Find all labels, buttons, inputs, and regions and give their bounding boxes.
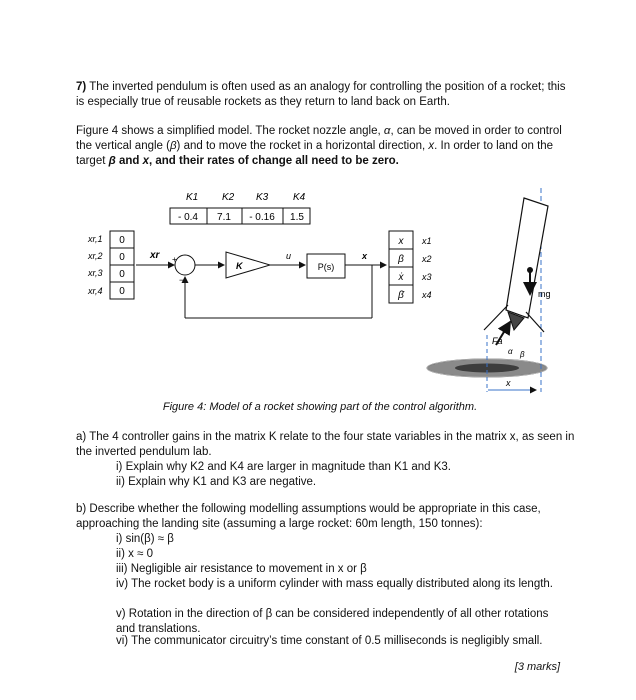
state-symbol-3: ẋ (398, 272, 404, 283)
part-b-item-5: v) Rotation in the direction of β can be considered independently of all other rotations and translations. (116, 608, 549, 635)
fa-label: Fa (492, 336, 503, 346)
beta-label: β (520, 350, 525, 359)
state-label-1: x1 (422, 236, 432, 246)
x-symbol-2: x (142, 155, 149, 167)
state-symbol-1: x (398, 236, 404, 247)
part-b-item-3: iii) Negligible air resistance to movement in x or β (116, 563, 367, 575)
summing-junction (175, 255, 195, 275)
part-b-item-2: ii) x ≈ 0 (116, 548, 153, 560)
x-symbol: x (428, 140, 435, 152)
gain-value-k4: 1.5 (290, 212, 304, 223)
x-output-label: x (362, 251, 368, 261)
ref-label-3: xr,3 (88, 268, 103, 278)
state-symbol-2: β (398, 254, 404, 265)
svg-text:+: + (172, 255, 177, 264)
mg-label: mg (538, 289, 551, 299)
ref-value-3: 0 (119, 269, 125, 280)
gain-value-k1: - 0.4 (177, 212, 199, 223)
fig-intro-text-3: ) and to move the rocket in a horizontal direction, (176, 140, 429, 152)
svg-text:−: − (179, 275, 185, 285)
ref-label-2: xr,2 (88, 251, 103, 261)
ref-label-4: xr,4 (88, 286, 103, 296)
gain-value-k2: 7.1 (217, 212, 231, 223)
rocket-illustration (427, 188, 551, 392)
gain-label-k2: K2 (222, 192, 235, 203)
gain-value-k3: - 0.16 (249, 212, 275, 223)
fig-intro-text-5: and (115, 155, 143, 167)
beta-symbol-2: β (108, 155, 116, 167)
alpha-symbol: α (383, 125, 391, 137)
ref-value-2: 0 (119, 252, 125, 263)
gain-block-k (226, 252, 270, 278)
part-b-text: b) Describe whether the following modelling assumptions would be appropriate in this case, approaching the landing site (assuming a large rocket: 60m length, 150 tonnes): (76, 503, 541, 530)
part-b-item-4: iv) The rocket body is a uniform cylinder with mass equally distributed along its length. (116, 578, 553, 590)
fig-intro-text-4: . In order to land on the target (76, 140, 554, 167)
ref-value-4: 0 (119, 286, 125, 297)
state-symbol-4: β̇ (398, 290, 404, 301)
part-a-item-1: i) Explain why K2 and K4 are larger in magnitude than K1 and K3. (116, 461, 451, 473)
marks-label: [3 marks] (514, 661, 560, 673)
ref-label-1: xr,1 (88, 234, 103, 244)
question-number: 7) (76, 81, 87, 93)
gain-label-k4: K4 (293, 192, 306, 203)
alpha-label: α (508, 347, 513, 356)
part-a-text: a) The 4 controller gains in the matrix K relate to the four state variables in the matrix x, as seen in the inverted pendulum lab. (76, 431, 575, 458)
beta-symbol: β (169, 140, 177, 152)
ref-value-1: 0 (119, 235, 125, 246)
plant-label: P(s) (317, 262, 335, 272)
part-b-item-1: i) sin(β) ≈ β (116, 533, 174, 545)
fig-intro-text-2: , can be moved in order to control the vertical angle ( (76, 125, 562, 152)
question-intro-text: The inverted pendulum is often used as an analogy for controlling the position of a rocket; this is especially true of reusable rockets as they return to land back on Earth. (76, 81, 566, 108)
part-b-item-6: vi) The communicator circuitry’s time constant of 0.5 milliseconds is negligibly small. (116, 635, 543, 647)
part-a-item-2: ii) Explain why K1 and K3 are negative. (116, 476, 317, 488)
fig-intro-text-1: Figure 4 shows a simplified model. The rocket nozzle angle, (76, 125, 384, 137)
state-label-2: x2 (422, 254, 432, 264)
xr-label: xr (150, 250, 160, 261)
u-label: u (286, 251, 292, 261)
gain-label-k1: K1 (186, 192, 199, 203)
figure-caption: Figure 4: Model of a rocket showing part of the control algorithm. (162, 401, 478, 413)
fig-intro-text-6: , and their rates of change all need to be zero. (149, 155, 399, 167)
x-axis-label: x (506, 378, 511, 388)
state-label-3: x3 (422, 272, 432, 282)
k-label: K (236, 261, 243, 271)
gain-label-k3: K3 (256, 192, 269, 203)
state-label-4: x4 (422, 290, 432, 300)
